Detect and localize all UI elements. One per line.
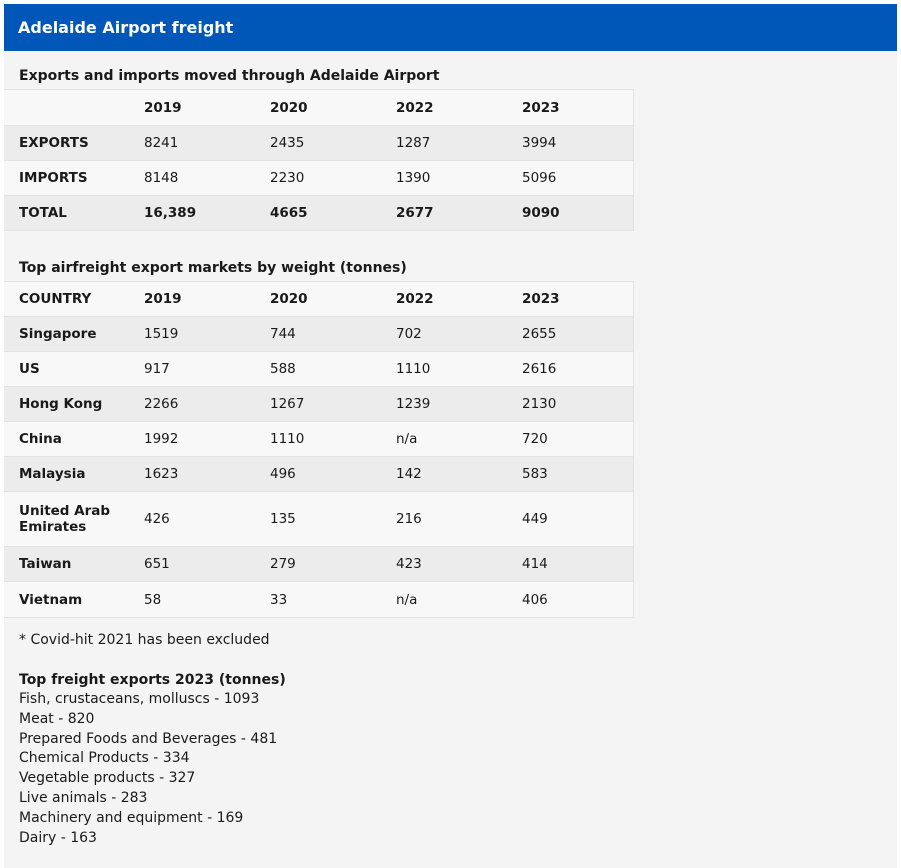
table-row	[4, 492, 633, 547]
list-item: Machinery and equipment - 169	[19, 809, 244, 826]
column-header: 2022	[381, 90, 507, 126]
table-cell: 2677	[381, 196, 507, 231]
table-cell: 2266	[129, 387, 255, 422]
column-header: 2019	[129, 90, 255, 126]
column-header: COUNTRY	[4, 282, 129, 317]
list-item: Dairy - 163	[19, 829, 97, 846]
export-markets-table	[4, 281, 634, 618]
table-cell: 5096	[507, 161, 633, 196]
table-cell: 2230	[255, 161, 381, 196]
table-cell: 1110	[381, 352, 507, 387]
table-cell: 58	[129, 582, 255, 618]
table-cell: 1239	[381, 387, 507, 422]
table-cell: 917	[129, 352, 255, 387]
table-row	[4, 457, 633, 492]
row-label: EXPORTS	[4, 126, 129, 161]
table-cell: 1287	[381, 126, 507, 161]
table-cell: 16,389	[129, 196, 255, 231]
row-label: China	[4, 422, 129, 457]
freight-card	[4, 4, 897, 868]
table-row	[4, 352, 633, 387]
column-header: 2022	[381, 282, 507, 317]
list-item: Chemical Products - 334	[19, 750, 190, 767]
row-label: United Arab Emirates	[4, 492, 129, 547]
table-cell: 449	[507, 492, 633, 547]
table-cell: 1110	[255, 422, 381, 457]
row-label: Hong Kong	[4, 387, 129, 422]
table-cell: 583	[507, 457, 633, 492]
table-row	[4, 582, 633, 618]
list-item: Meat - 820	[19, 710, 95, 727]
table-cell: 135	[255, 492, 381, 547]
row-label: IMPORTS	[4, 161, 129, 196]
top-exports-list	[4, 670, 897, 848]
list-item: Live animals - 283	[19, 789, 148, 806]
table-cell: 9090	[507, 196, 633, 231]
table-row	[4, 126, 633, 161]
header-row	[4, 90, 633, 126]
table-row	[4, 161, 633, 196]
table-cell: 426	[129, 492, 255, 547]
row-label: Malaysia	[4, 457, 129, 492]
table-cell: 216	[381, 492, 507, 547]
row-label: Taiwan	[4, 547, 129, 582]
card-header	[4, 4, 897, 51]
table1-title: Exports and imports moved through Adelaide Airport	[19, 68, 440, 84]
table-cell: 1519	[129, 317, 255, 352]
exports-imports-table	[4, 89, 634, 231]
table-cell: 423	[381, 547, 507, 582]
table-cell: 1623	[129, 457, 255, 492]
table-row	[4, 422, 633, 457]
table-row	[4, 387, 633, 422]
column-header: 2023	[507, 90, 633, 126]
table-row	[4, 317, 633, 352]
table-cell: 2616	[507, 352, 633, 387]
table-cell: 702	[381, 317, 507, 352]
table-cell: 2655	[507, 317, 633, 352]
column-header: 2020	[255, 90, 381, 126]
column-header: 2023	[507, 282, 633, 317]
table-cell: 588	[255, 352, 381, 387]
table-cell: 1390	[381, 161, 507, 196]
list-item: Vegetable products - 327	[19, 770, 196, 787]
table-cell: 8241	[129, 126, 255, 161]
row-label: Singapore	[4, 317, 129, 352]
column-header	[4, 90, 129, 126]
table-cell: 4665	[255, 196, 381, 231]
top-exports-title: Top freight exports 2023 (tonnes)	[19, 672, 286, 688]
table-row	[4, 196, 633, 231]
table-cell: 279	[255, 547, 381, 582]
table-cell: 3994	[507, 126, 633, 161]
table-cell: n/a	[381, 422, 507, 457]
table-row	[4, 547, 633, 582]
table-cell: 496	[255, 457, 381, 492]
table-cell: 651	[129, 547, 255, 582]
page-title: Adelaide Airport freight	[18, 18, 234, 37]
table-cell: 744	[255, 317, 381, 352]
table-cell: 33	[255, 582, 381, 618]
row-label: US	[4, 352, 129, 387]
column-header: 2019	[129, 282, 255, 317]
table-cell: 1267	[255, 387, 381, 422]
list-item: Fish, crustaceans, molluscs - 1093	[19, 691, 260, 707]
table-cell: 8148	[129, 161, 255, 196]
table-cell: n/a	[381, 582, 507, 618]
table-cell: 2130	[507, 387, 633, 422]
column-header: 2020	[255, 282, 381, 317]
header-row	[4, 282, 633, 317]
table-cell: 2435	[255, 126, 381, 161]
row-label: TOTAL	[4, 196, 129, 231]
table-cell: 720	[507, 422, 633, 457]
table-cell: 1992	[129, 422, 255, 457]
table-cell: 414	[507, 547, 633, 582]
row-label: Vietnam	[4, 582, 129, 618]
list-item: Prepared Foods and Beverages - 481	[19, 730, 278, 747]
table2-title: Top airfreight export markets by weight (tonnes)	[19, 260, 407, 276]
table-cell: 142	[381, 457, 507, 492]
table-cell: 406	[507, 582, 633, 618]
covid-note: * Covid-hit 2021 has been excluded	[19, 632, 270, 648]
